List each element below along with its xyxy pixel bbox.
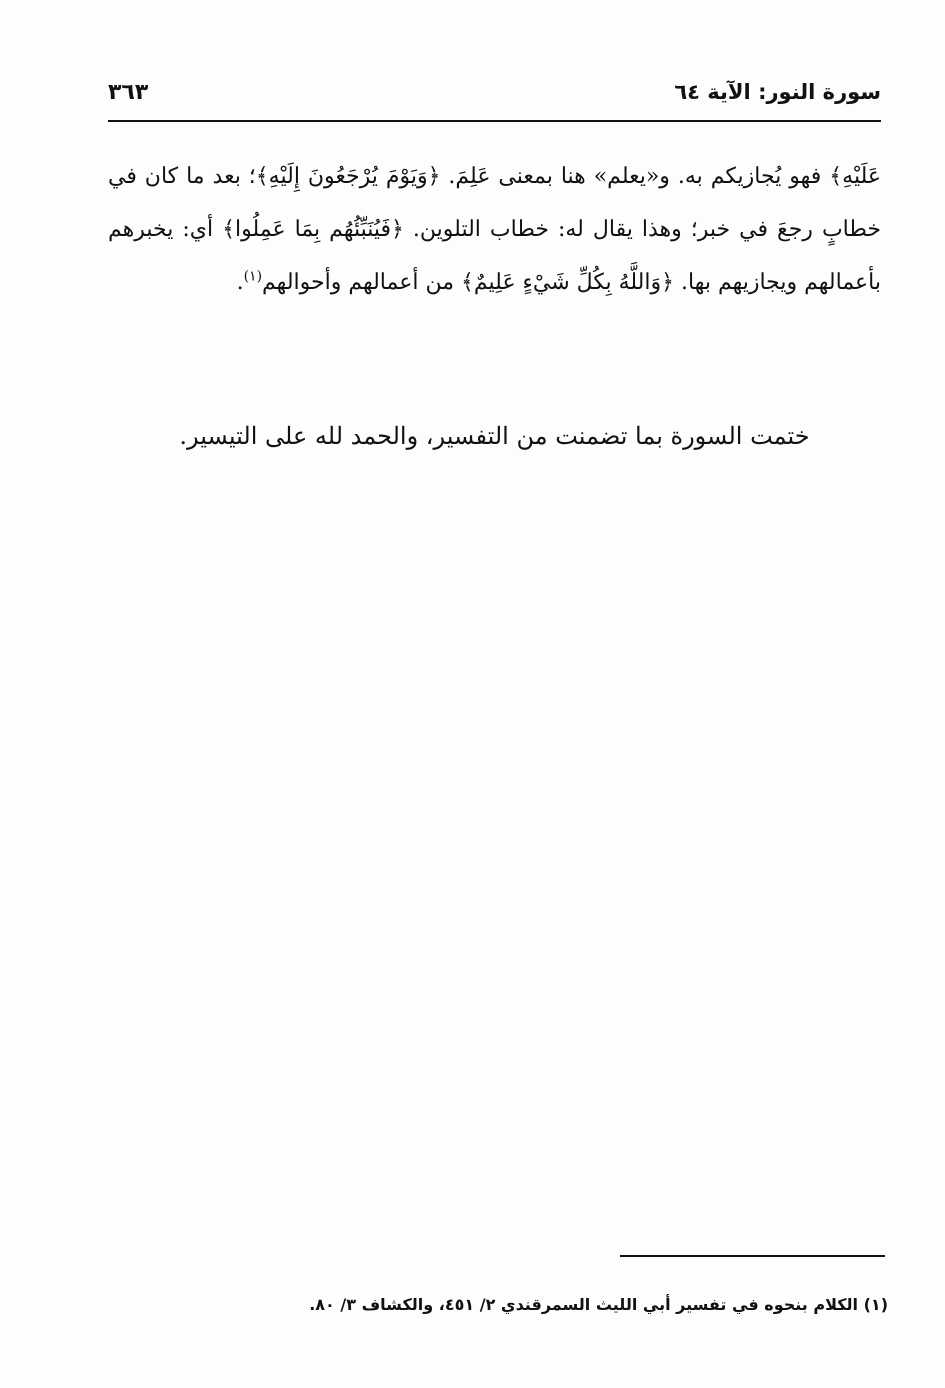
running-title: سورة النور: الآية ٦٤ (674, 80, 881, 104)
page-number: ٣٦٣ (108, 80, 149, 105)
body-paragraph: عَلَيْهِ﴾ فهو يُجازيكم به. و«يعلم» هنا بمعنى عَلِمَ. ﴿وَيَوْمَ يُرْجَعُونَ إِلَيْهِ﴾؛ بعد ما كان في خطابٍ رجعَ في خبر؛ وهذا يقال له: خطاب التلوين. ﴿فَيُنَبِّئُهُم بِمَا عَمِلُوا﴾ أي: يخبرهم بأعمالهم ويجازيهم بها. ﴿وَاللَّهُ بِكُلِّ شَيْءٍ عَلِيمٌ﴾ من أعمالهم وأحوالهم$^{(١)}$. (108, 164, 881, 295)
footnote-separator (620, 1255, 885, 1257)
closing-statement: ختمت السورة بما تضمنت من التفسير، والحمد لله على التيسير. (179, 422, 810, 450)
page-header (108, 78, 881, 122)
paragraph-text: عَلَيْهِ﴾ فهو يُجازيكم به. و«يعلم» هنا بمعنى عَلِمَ. ﴿وَيَوْمَ يُرْجَعُونَ إِلَيْهِ﴾؛ بعد ما كان في خطابٍ رجعَ في خبر؛ وهذا يقال له: خطاب التلوين. ﴿فَيُنَبِّئُهُم بِمَا عَمِلُوا﴾ أي: يخبرهم بأعمالهم ويجازيهم بها. ﴿وَاللَّهُ بِكُلِّ شَيْءٍ عَلِيمٌ﴾ من أعمالهم وأحوالهم (108, 164, 881, 295)
footnote-marker: (١) (243, 268, 263, 285)
footnote: (١) الكلام بنحوه في تفسير أبي الليث السمرقندي ٢/ ٤٥١، والكشاف ٣/ ٨٠. (309, 1295, 888, 1314)
